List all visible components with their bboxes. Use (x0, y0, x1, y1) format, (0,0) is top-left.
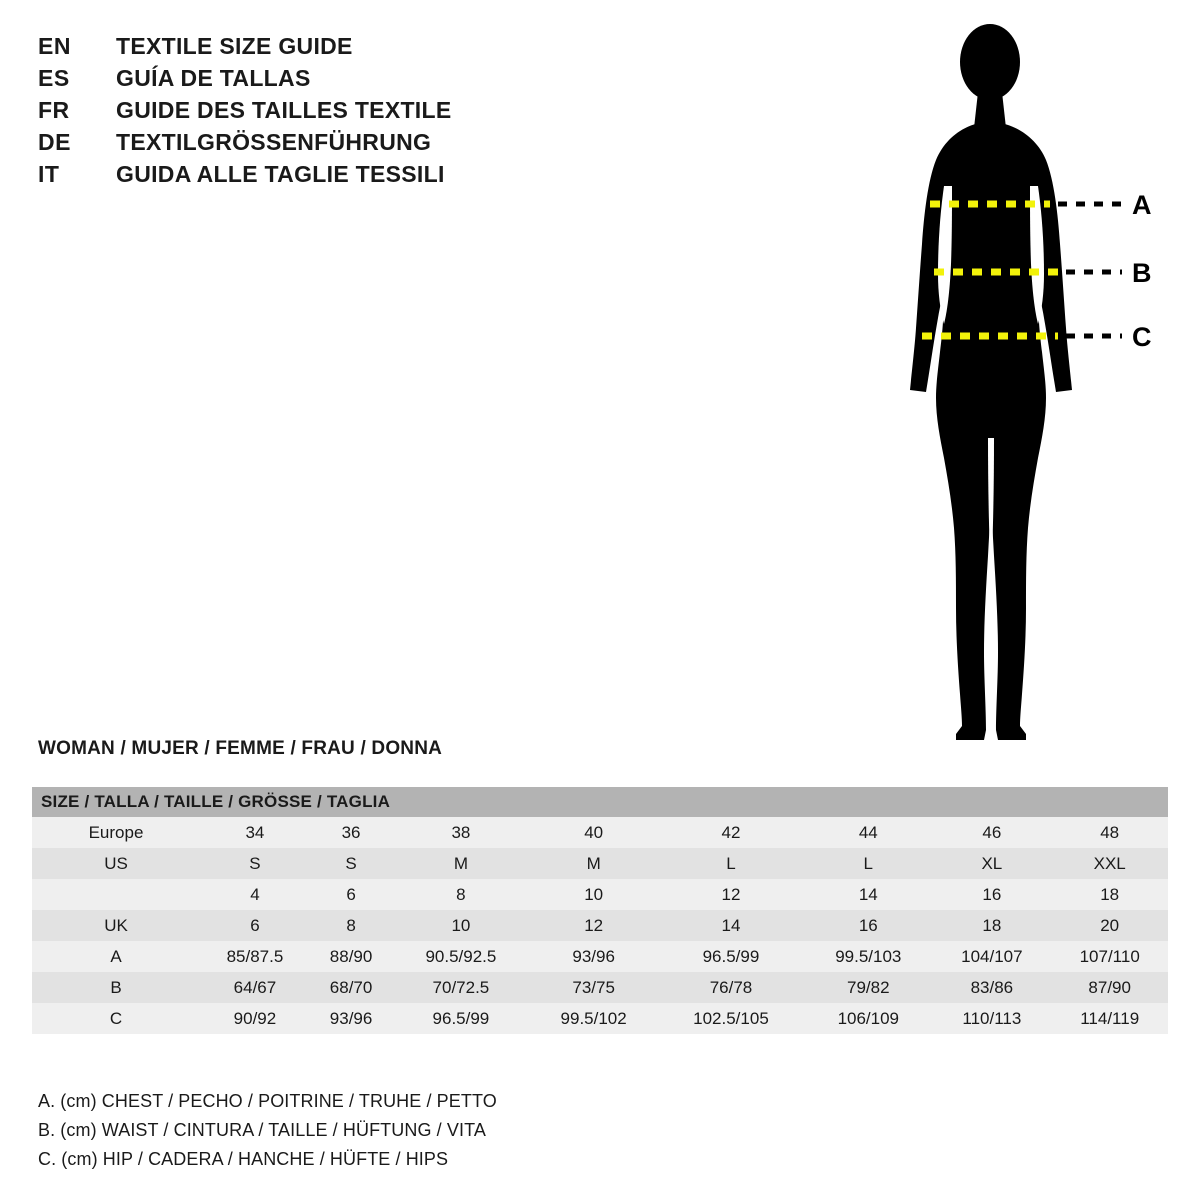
marker-label-b: B (1132, 258, 1152, 288)
language-code-fr: FR (38, 97, 70, 123)
cell: 16 (982, 884, 1002, 904)
cell: 34 (245, 822, 265, 842)
cell: 6 (250, 915, 260, 935)
footnotes (38, 1087, 738, 1174)
table-row (32, 879, 1168, 910)
cell: S (345, 853, 357, 873)
marker-label-c: C (1132, 322, 1152, 352)
cell: 18 (1100, 884, 1120, 904)
footnote-hip: C. (cm) HIP / CADERA / HANCHE / HÜFTE / HIPS (38, 1149, 449, 1169)
cell: 96.5/99 (432, 1008, 490, 1028)
cell: 114/119 (1080, 1008, 1140, 1028)
title-text-es: GUÍA DE TALLAS (116, 65, 311, 91)
cell: 79/82 (847, 977, 890, 997)
size-table (32, 787, 1168, 1034)
row-label-uk: UK (104, 915, 128, 935)
footnote-chest: A. (cm) CHEST / PECHO / POITRINE / TRUHE / PETTO (38, 1091, 497, 1111)
cell: 6 (346, 884, 356, 904)
cell: 46 (982, 822, 1002, 842)
title-block (38, 30, 658, 190)
cell: 44 (858, 822, 878, 842)
cell: 73/75 (572, 977, 615, 997)
cell: 90.5/92.5 (425, 946, 497, 966)
body-figure (860, 18, 1190, 748)
cell: 14 (858, 884, 878, 904)
cell: 14 (721, 915, 741, 935)
cell: 85/87.5 (226, 946, 284, 966)
cell: 4 (250, 884, 260, 904)
cell: 68/70 (329, 977, 373, 997)
cell: M (453, 853, 468, 873)
cell: 12 (721, 884, 741, 904)
row-label-us: US (104, 853, 128, 873)
language-code-it: IT (38, 161, 60, 187)
cell: 40 (584, 822, 604, 842)
cell: 106/109 (837, 1008, 900, 1028)
cell: 16 (858, 915, 878, 935)
cell: L (726, 853, 736, 873)
cell: L (863, 853, 874, 873)
title-text-de: TEXTILGRÖSSENFÜHRUNG (116, 129, 432, 155)
cell: 70/72.5 (432, 977, 490, 997)
table-row (32, 817, 1168, 848)
cell: 102.5/105 (693, 1008, 769, 1028)
cell: 10 (451, 915, 471, 935)
cell: 12 (584, 915, 604, 935)
cell: M (586, 853, 601, 873)
footnote-waist: B. (cm) WAIST / CINTURA / TAILLE / HÜFTUNG / VITA (38, 1120, 486, 1140)
cell: 110/113 (962, 1008, 1022, 1028)
language-code-es: ES (38, 65, 70, 91)
table-row (32, 848, 1168, 879)
cell: 107/110 (1079, 946, 1140, 966)
cell: 90/92 (233, 1008, 277, 1028)
title-text-it: GUIDA ALLE TAGLIE TESSILI (116, 161, 445, 187)
cell: XXL (1093, 853, 1126, 873)
cell: 8 (346, 915, 356, 935)
table-body (32, 817, 1168, 1034)
female-silhouette-icon (860, 18, 1190, 748)
cell: 20 (1100, 915, 1120, 935)
title-row-it (38, 158, 658, 190)
cell: 96.5/99 (702, 946, 760, 966)
cell: 38 (451, 822, 471, 842)
language-code-en: EN (38, 33, 71, 59)
title-row-fr (38, 94, 658, 126)
cell: 93/96 (572, 946, 615, 966)
marker-label-a: A (1132, 190, 1152, 220)
cell: 93/96 (329, 1008, 373, 1028)
cell: 10 (584, 884, 604, 904)
cell: 42 (721, 822, 741, 842)
cell: 83/86 (970, 977, 1014, 997)
cell: S (249, 853, 261, 873)
title-row-en (38, 30, 658, 62)
cell: 76/78 (709, 977, 753, 997)
cell: 87/90 (1088, 977, 1131, 997)
language-code-de: DE (38, 129, 71, 155)
row-label-a: A (110, 946, 122, 966)
section-heading-woman: WOMAN / MUJER / FEMME / FRAU / DONNA (38, 738, 443, 759)
row-label-b: B (110, 977, 122, 997)
cell: 48 (1100, 822, 1120, 842)
title-text-en: TEXTILE SIZE GUIDE (116, 33, 353, 59)
cell: 104/107 (961, 946, 1023, 966)
cell: XL (981, 853, 1003, 873)
cell: 64/67 (233, 977, 277, 997)
table-row (32, 910, 1168, 941)
title-row-de (38, 126, 658, 158)
table-head (32, 787, 1168, 817)
row-label-europe: Europe (88, 822, 144, 842)
row-label-us-numeric (32, 879, 200, 910)
cell: 36 (341, 822, 361, 842)
table-header-label: SIZE / TALLA / TAILLE / GRÖSSE / TAGLIA (32, 787, 1168, 817)
row-label-c: C (109, 1008, 123, 1028)
table-header-row (32, 787, 1168, 817)
cell: 99.5/103 (835, 946, 902, 966)
title-row-es (38, 62, 658, 94)
cell: 99.5/102 (560, 1008, 627, 1028)
cell: 18 (982, 915, 1002, 935)
cell: 88/90 (329, 946, 373, 966)
cell: 8 (456, 884, 466, 904)
title-text-fr: GUIDE DES TAILLES TEXTILE (116, 97, 452, 123)
table-row (32, 972, 1168, 1003)
table-row (32, 941, 1168, 972)
table-row (32, 1003, 1168, 1034)
